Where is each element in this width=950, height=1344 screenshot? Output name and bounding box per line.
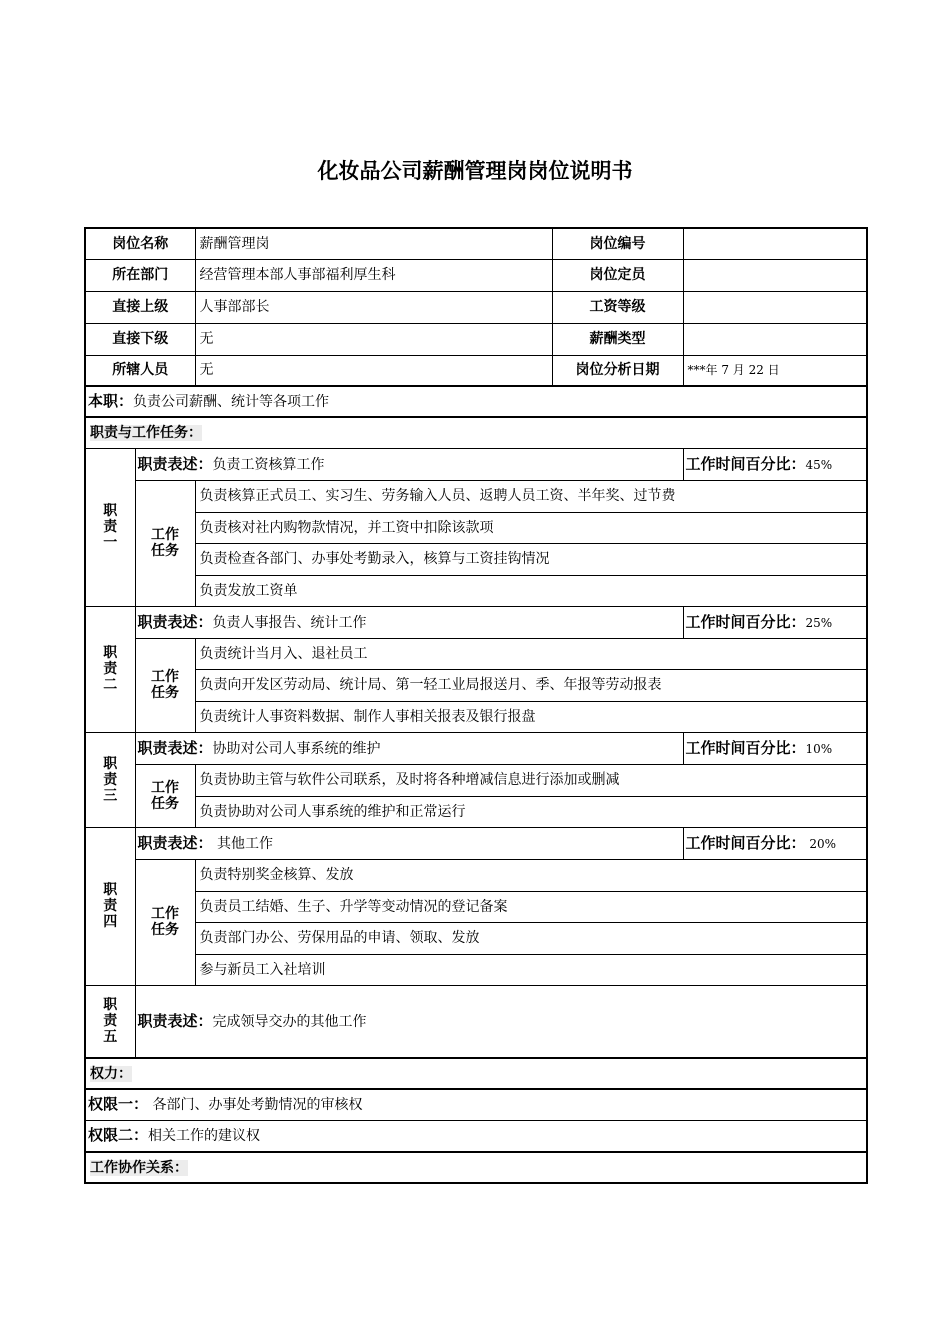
- task-row: [85, 575, 867, 606]
- pct-label: 工作时间百分比：: [685, 738, 806, 757]
- task-item: 负责部门办公、劳保用品的申请、领取、发放: [195, 922, 867, 954]
- duties-header: 职责与工作任务：: [90, 424, 202, 441]
- task-item: 负责协助主管与软件公司联系，及时将各种增减信息进行添加或删减: [195, 764, 867, 796]
- info-value2: [683, 228, 867, 259]
- cooperation-header: 工作协作关系：: [90, 1159, 188, 1176]
- duty-desc-label: 职责表述：: [137, 1011, 213, 1030]
- info-label: 岗位名称: [85, 228, 195, 259]
- duty-name: 职 责 一: [85, 448, 135, 606]
- pct-label: 工作时间百分比：: [685, 454, 806, 473]
- task-item: 负责员工结婚、生子、升学等变动情况的登记备案: [195, 891, 867, 922]
- task-row: [85, 512, 867, 543]
- info-label2: 岗位定员: [552, 259, 683, 291]
- power-text: 相关工作的建议权: [148, 1128, 261, 1145]
- job-description-table: [84, 227, 868, 1184]
- benzhi-label: 本职：: [88, 392, 134, 410]
- info-label: 所在部门: [85, 259, 195, 291]
- task-row: [85, 859, 867, 891]
- duty-desc-label: 职责表述：: [137, 833, 213, 852]
- info-label2: 岗位编号: [552, 228, 683, 259]
- duty-desc-label: 职责表述：: [137, 612, 213, 631]
- task-row: [85, 954, 867, 985]
- task-item: 负责协助对公司人事系统的维护和正常运行: [195, 796, 867, 827]
- task-item: 负责发放工资单: [195, 575, 867, 606]
- info-value2: [683, 259, 867, 291]
- power-label: 权限一：: [88, 1095, 149, 1114]
- info-label2: 岗位分析日期: [552, 355, 683, 386]
- task-row: [85, 669, 867, 701]
- pct-label: 工作时间百分比：: [685, 833, 806, 852]
- task-label: 工作 任务: [135, 480, 195, 606]
- duty-pct: 25%: [805, 615, 833, 630]
- task-item: 负责检查各部门、办事处考勤录入，核算与工资挂钩情况: [195, 543, 867, 575]
- duty-pct: 20%: [805, 836, 837, 851]
- info-row: [85, 228, 867, 259]
- info-row: [85, 259, 867, 291]
- duty-name: 职 责 五: [85, 985, 135, 1058]
- task-item: 负责统计人事资料数据、制作人事相关报表及银行报盘: [195, 701, 867, 732]
- task-row: [85, 796, 867, 827]
- power-label: 权限二：: [88, 1126, 149, 1145]
- duty-desc: 负责人事报告、统计工作: [212, 614, 367, 631]
- task-item: 负责向开发区劳动局、统计局、第一轻工业局报送月、季、年报等劳动报表: [195, 669, 867, 701]
- pct-label: 工作时间百分比：: [685, 612, 806, 631]
- task-item: 负责核对社内购物款情况，并工资中扣除该款项: [195, 512, 867, 543]
- duty-desc-label: 职责表述：: [137, 738, 213, 757]
- power-text: 各部门、办事处考勤情况的审核权: [148, 1097, 363, 1114]
- task-label: 工作 任务: [135, 859, 195, 985]
- duty-desc: 负责工资核算工作: [212, 456, 325, 473]
- task-item: 负责核算正式员工、实习生、劳务输入人员、返聘人员工资、半年奖、过节费: [195, 480, 867, 512]
- analysis-date: ***年 7 月 22 日: [683, 355, 867, 386]
- task-item: 负责特别奖金核算、发放: [195, 859, 867, 891]
- info-row: [85, 323, 867, 355]
- info-label: 直接上级: [85, 291, 195, 323]
- benzhi-row: [85, 386, 867, 417]
- power-header-row: [85, 1058, 867, 1089]
- task-item: 负责统计当月入、退社员工: [195, 638, 867, 669]
- duty-row: [85, 985, 867, 1058]
- task-row: [85, 764, 867, 796]
- task-label: 工作 任务: [135, 764, 195, 827]
- task-row: [85, 638, 867, 669]
- power-row: [85, 1120, 867, 1152]
- info-label2: 薪酬类型: [552, 323, 683, 355]
- info-row: [85, 291, 867, 323]
- page-title: 化妆品公司薪酬管理岗岗位说明书: [317, 159, 633, 183]
- duty-desc: 其他工作: [212, 835, 273, 852]
- duty-name: 职 责 四: [85, 827, 135, 985]
- info-value: 薪酬管理岗: [195, 228, 552, 259]
- info-value2: [683, 323, 867, 355]
- task-row: [85, 543, 867, 575]
- duty-row: [85, 448, 867, 480]
- duty-pct: 45%: [805, 457, 833, 472]
- task-row: [85, 701, 867, 732]
- duty-pct: 10%: [805, 741, 833, 756]
- info-value: 人事部部长: [195, 291, 552, 323]
- info-label: 直接下级: [85, 323, 195, 355]
- duties-header-row: [85, 417, 867, 448]
- info-label2: 工资等级: [552, 291, 683, 323]
- power-header: 权力：: [90, 1065, 132, 1082]
- duty-desc: 协助对公司人事系统的维护: [212, 740, 381, 757]
- duty-row: [85, 827, 867, 859]
- info-row: [85, 355, 867, 386]
- duty-name: 职 责 三: [85, 732, 135, 827]
- task-row: [85, 922, 867, 954]
- info-value: 无: [195, 323, 552, 355]
- duty-desc: 完成领导交办的其他工作: [212, 1013, 367, 1030]
- info-label: 所辖人员: [85, 355, 195, 386]
- task-item: 参与新员工入社培训: [195, 954, 867, 985]
- duty-desc-label: 职责表述：: [137, 454, 213, 473]
- task-row: [85, 891, 867, 922]
- info-value: 经营管理本部人事部福利厚生科: [195, 259, 552, 291]
- task-row: [85, 480, 867, 512]
- cooperation-row: [85, 1152, 867, 1183]
- benzhi-text: 负责公司薪酬、统计等各项工作: [133, 394, 330, 410]
- duty-row: [85, 606, 867, 638]
- power-row: [85, 1089, 867, 1120]
- duty-name: 职 责 二: [85, 606, 135, 732]
- info-value: 无: [195, 355, 552, 386]
- duty-row: [85, 732, 867, 764]
- task-label: 工作 任务: [135, 638, 195, 732]
- info-value2: [683, 291, 867, 323]
